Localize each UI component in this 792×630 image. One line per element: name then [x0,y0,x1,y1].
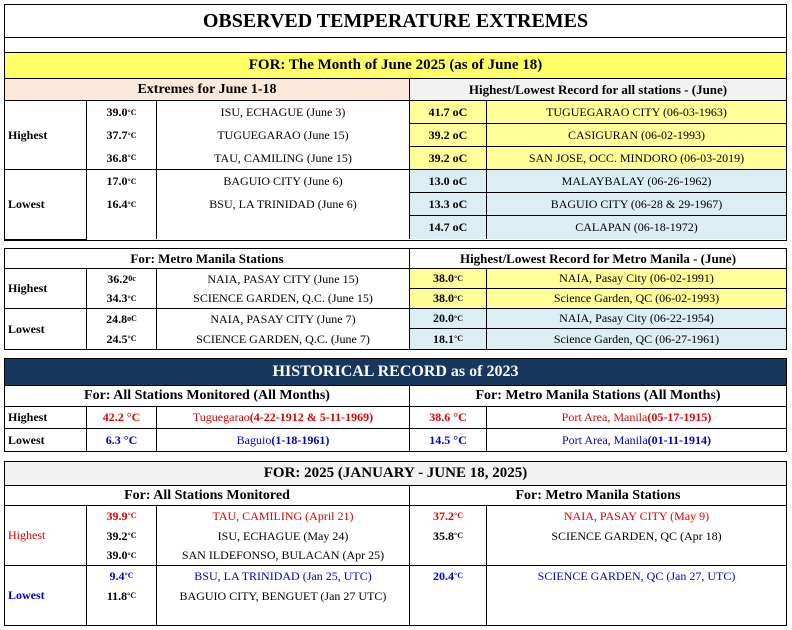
ytd-mm-station: SCIENCE GARDEN, QC (Apr 18) [551,528,722,543]
june-temp: 17.0 °C [87,170,157,193]
metro-temp: 36.2 0c [87,269,157,289]
metro-highest-label: Highest [5,269,87,309]
june-record-station: BAGUIO CITY (06-28 & 29-1967) [487,193,786,216]
june-record-station: TUGUEGARAO CITY (06-03-1963) [487,101,786,124]
metro-record-station: Science Garden, QC (06-27-1961) [487,329,786,349]
historical-mm-lowest-temp: 14.5 °C [410,429,487,451]
metro-station: NAIA, PASAY CITY (June 15) [157,269,410,289]
june-temp: 36.8 °C [87,147,157,170]
metro-temp: 24.5 °C [87,329,157,349]
historical-lowest-station: Baguio (1-18-1961) [157,429,410,451]
metro-temp: 34.3 °C [87,289,157,309]
historical-right-header: For: Metro Manila Stations (All Months) [410,386,786,407]
ytd-temp: 39.0 °C [87,546,157,566]
ytd-temp [87,606,157,625]
historical-lowest-temp: 6.3 °C [87,429,157,451]
metro-lowest-label: Lowest [5,309,87,349]
historical-highest-temp: 42.2 °C [87,407,157,429]
june-temp: 37.7 °C [87,124,157,147]
metro-record-station: NAIA, Pasay City (06-22-1954) [487,309,786,329]
ytd-station: SAN ILDEFONSO, BULACAN (Apr 25) [157,546,410,566]
june-record-station: MALAYBALAY (06-26-1962) [487,170,786,193]
ytd-station: TAU, CAMILING (April 21) [157,506,410,526]
metro-station: SCIENCE GARDEN, Q.C. (June 15) [157,289,410,309]
june-temp: 16.4 °C [87,193,157,216]
ytd-block [4,461,787,626]
metro-left-header: For: Metro Manila Stations [5,249,410,269]
month-header: FOR: The Month of June 2025 (as of June 18) [5,53,786,79]
ytd-left-header: For: All Stations Monitored [5,486,410,506]
historical-mm-lowest-station: Port Area, Manila (01-11-1914) [562,432,711,447]
historical-lowest-label: Lowest [5,429,87,451]
historical-mm-highest-temp: 38.6 °C [410,407,487,429]
june-record-temp: 13.0 oC [410,170,487,193]
ytd-mm-temp [410,546,487,566]
ytd-mm-temp [410,586,487,606]
june-record-station: SAN JOSE, OCC. MINDORO (06-03-2019) [487,147,786,170]
ytd-temp: 9.4 °C [87,566,157,586]
ytd-station: BAGUIO CITY, BENGUET (Jan 27 UTC) [157,586,410,606]
ytd-mm-temp: 20.4 °C [410,566,487,586]
historical-left-header: For: All Stations Monitored (All Months) [5,386,410,407]
ytd-station: BSU, LA TRINIDAD (Jan 25, UTC) [157,566,410,586]
metro-right-header: Highest/Lowest Record for Metro Manila - (June) [410,249,786,269]
historical-title: HISTORICAL RECORD as of 2023 [5,359,786,386]
june-block [4,4,787,241]
page-title: OBSERVED TEMPERATURE EXTREMES [5,5,786,38]
june-temp [87,216,157,239]
metro-record-station: Science Garden, QC (06-02-1993) [487,289,786,309]
ytd-mm-station [487,606,786,625]
june-station: ISU, ECHAGUE (June 3) [157,101,410,124]
june-highest-label: Highest [5,101,87,170]
historical-highest-station: Tuguegarao (4-22-1912 & 5-11-1969) [157,407,410,429]
historical-highest-label: Highest [5,407,87,429]
metro-record-temp: 38.0 °C [410,269,487,289]
june-record-station: CASIGURAN (06-02-1993) [487,124,786,147]
june-record-temp: 41.7 oC [410,101,487,124]
historical-block [4,358,787,452]
june-temp: 39.0 °C [87,101,157,124]
ytd-mm-temp: 35.8 °C [410,526,487,546]
metro-station: SCIENCE GARDEN, Q.C. (June 7) [157,329,410,349]
metro-block [4,248,787,350]
ytd-mm-station [487,586,786,606]
june-station [157,216,410,239]
june-station: BSU, LA TRINIDAD (June 6) [157,193,410,216]
metro-temp: 24.8 oC [87,309,157,329]
june-left-header: Extremes for June 1-18 [5,79,410,101]
ytd-highest-label: Highest [5,506,87,566]
ytd-mm-station: NAIA, PASAY CITY (May 9) [563,508,710,523]
ytd-title: FOR: 2025 (JANUARY - JUNE 18, 2025) [5,462,786,486]
metro-record-temp: 18.1 °C [410,329,487,349]
spacer-row [5,38,786,53]
june-record-temp: 13.3 oC [410,193,487,216]
june-lowest-label: Lowest [5,170,87,240]
metro-station: NAIA, PASAY CITY (June 7) [157,309,410,329]
june-record-station: CALAPAN (06-18-1972) [487,216,786,239]
ytd-mm-station: SCIENCE GARDEN, QC (Jan 27, UTC) [537,568,736,583]
ytd-right-header: For: Metro Manila Stations [410,486,786,506]
june-station: TUGUEGARAO (June 15) [157,124,410,147]
metro-record-temp: 20.0 °C [410,309,487,329]
ytd-lowest-label: Lowest [5,566,87,625]
june-record-temp: 39.2 oC [410,124,487,147]
ytd-temp: 39.9 °C [87,506,157,526]
ytd-temp: 11.8 °C [87,586,157,606]
metro-record-temp: 38.0 °C [410,289,487,309]
june-station: TAU, CAMILING (June 15) [157,147,410,170]
ytd-temp: 39.2 °C [87,526,157,546]
june-right-header: Highest/Lowest Record for all stations - (June) [410,79,786,101]
ytd-mm-temp [410,606,487,625]
historical-mm-highest-station: Port Area, Manila (05-17-1915) [487,407,786,429]
june-station: BAGUIO CITY (June 6) [157,170,410,193]
ytd-mm-temp: 37.2 °C [410,506,487,526]
metro-record-station: NAIA, Pasay City (06-02-1991) [487,269,786,289]
ytd-station: ISU, ECHAGUE (May 24) [157,526,410,546]
ytd-station [157,606,410,625]
ytd-mm-station [487,546,786,566]
june-record-temp: 14.7 oC [410,216,487,239]
june-record-temp: 39.2 oC [410,147,487,170]
